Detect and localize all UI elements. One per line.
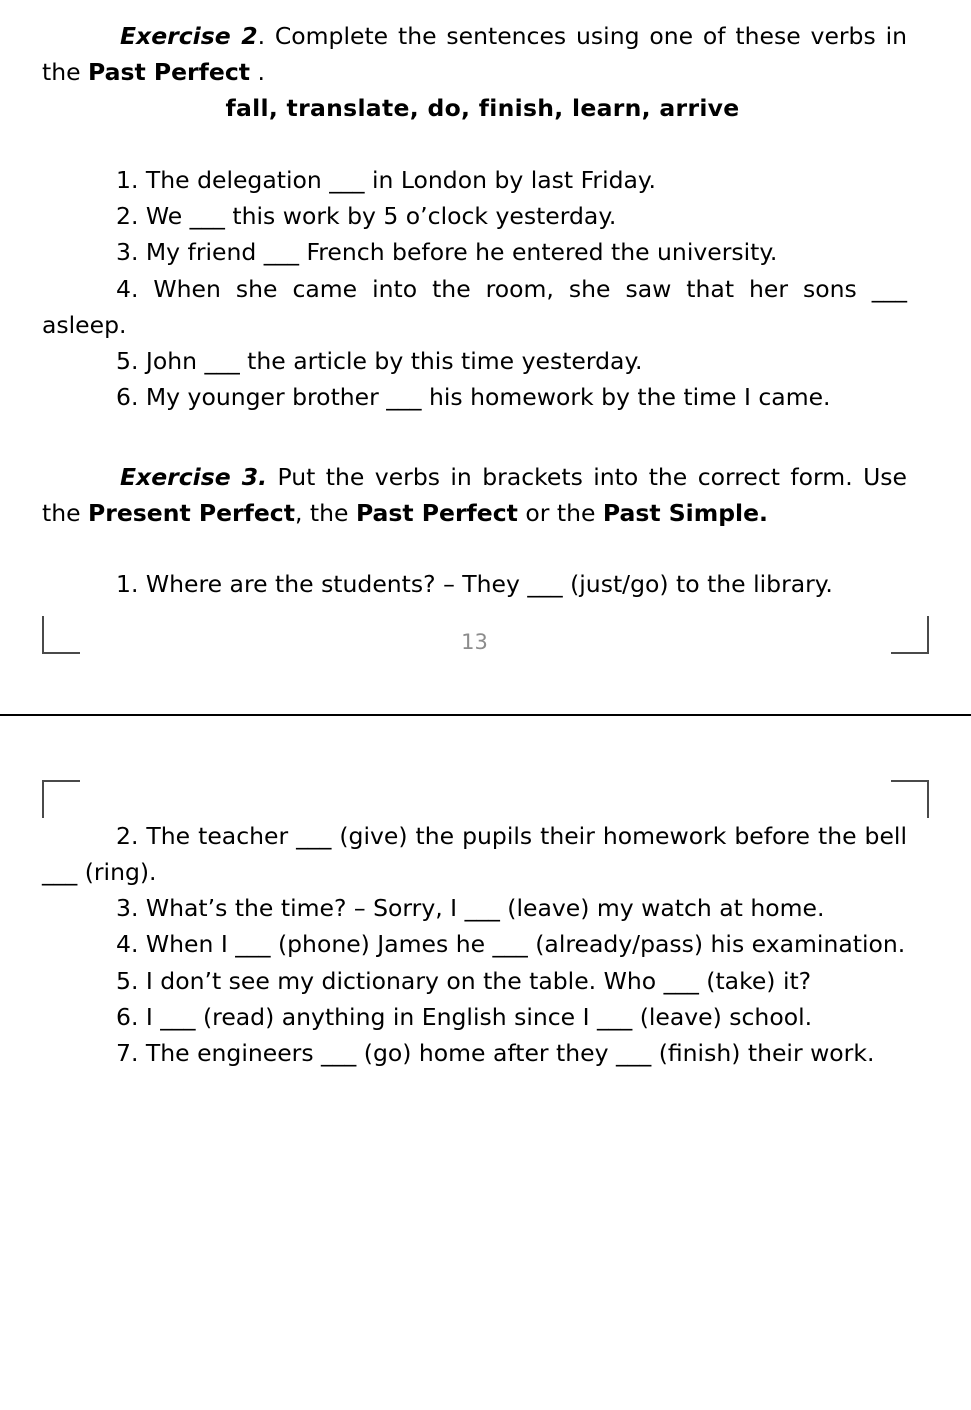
exercise-3-instruction-c: or the	[517, 499, 603, 528]
exercise-3-item-7: 7. The engineers ___ (go) home after they ___ (finish) their work.	[116, 1038, 875, 1067]
exercise-3-item-2: 2. The teacher ___ (give) the pupils their homework before the bell ___ (ring).	[42, 821, 907, 887]
exercise-2-item-2: 2. We ___ this work by 5 o’clock yesterday.	[116, 202, 617, 231]
exercise-3-item-6: 6. I ___ (read) anything in English since I ___ (leave) school.	[116, 1002, 813, 1031]
exercise-2-instruction-end: .	[249, 58, 265, 87]
exercise-3-heading	[42, 459, 907, 531]
exercise-2-item-5: 5. John ___ the article by this time yesterday.	[116, 346, 643, 375]
exercise-2-item-6: 6. My younger brother ___ his homework by the time I came.	[116, 383, 831, 412]
exercise-3-item-1: 1. Where are the students? – They ___ (just/go) to the library.	[116, 569, 833, 598]
exercise-2-heading	[42, 18, 907, 90]
sheet-divider	[0, 714, 971, 716]
exercise-3-item-4: 4. When I ___ (phone) James he ___ (already/pass) his examination.	[116, 930, 906, 959]
exercise-3-bold-past-simple: Past Simple.	[602, 499, 768, 528]
exercise-2-item-3: 3. My friend ___ French before he entered the university.	[116, 238, 778, 267]
exercise-3-title: Exercise 3.	[120, 463, 268, 492]
exercise-3-item-3: 3. What’s the time? – Sorry, I ___ (leave) my watch at home.	[116, 894, 825, 923]
exercise-2-instruction-bold: Past Perfect	[88, 58, 250, 87]
exercise-3-instruction-a: Put the verbs in brackets into the correct form. Use the	[42, 463, 907, 528]
exercise-2-item-4: 4. When she came into the room, she saw that her sons ___ asleep.	[42, 274, 907, 339]
exercise-2-instruction: . Complete the sentences using one of these verbs in the	[42, 22, 907, 87]
exercise-3-bold-past-perfect: Past Perfect	[355, 499, 518, 528]
exercise-3-bold-present-perfect: Present Perfect	[88, 499, 295, 528]
page-footer	[42, 616, 907, 678]
exercise-2-title: Exercise 2	[120, 22, 258, 50]
exercise-2-item-1: 1. The delegation ___ in London by last Friday.	[116, 165, 656, 194]
page-top-section	[0, 0, 971, 678]
exercise-3-item-5: 5. I don’t see my dictionary on the table. Who ___ (take) it?	[116, 966, 812, 995]
page-header-crop-marks	[42, 762, 907, 818]
crop-mark-top-right-icon	[891, 780, 929, 818]
exercise-2-verb-list: fall, translate, do, finish, learn, arrive	[225, 94, 740, 123]
page-number: 13	[461, 629, 488, 654]
exercise-3-instruction-b: , the	[294, 499, 356, 528]
page-bottom-section	[0, 762, 971, 1071]
crop-mark-top-left-icon	[42, 780, 80, 818]
